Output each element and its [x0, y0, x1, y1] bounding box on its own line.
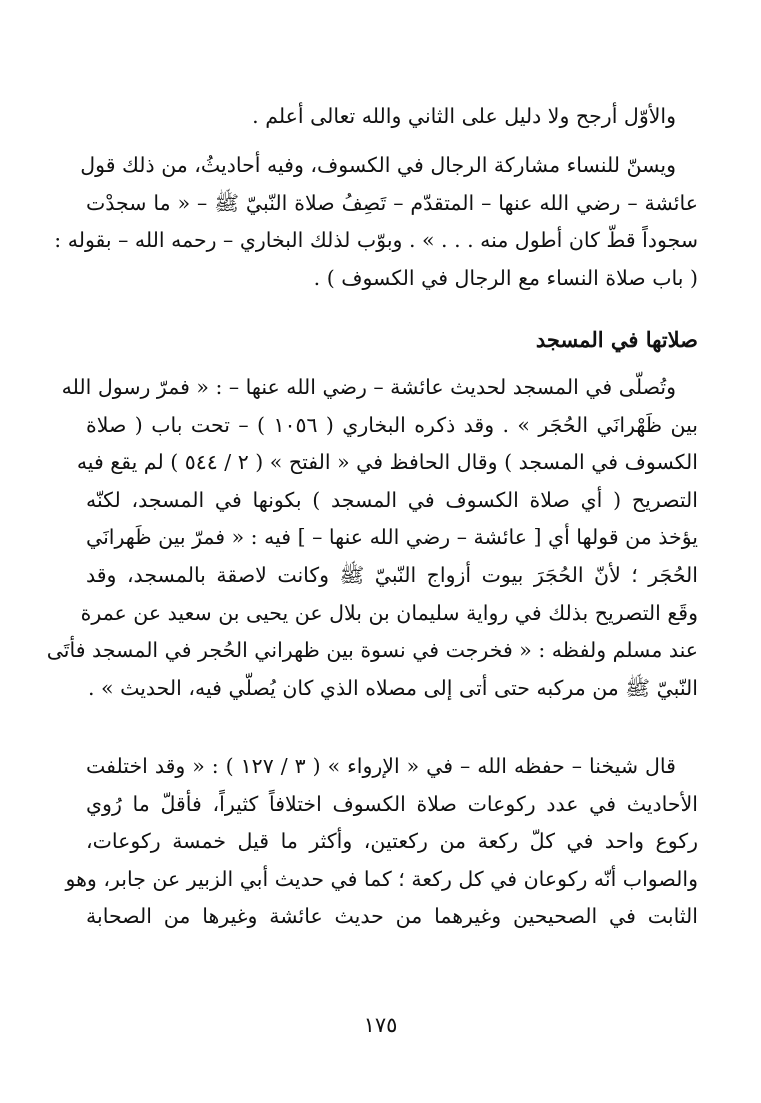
text-line: الثابت في الصحيحين وغيرهما من حديث عائشة وغيرها من الصحابة [86, 904, 698, 929]
text-line: الأحاديث في عدد ركوعات صلاة الكسوف اختلافاً كثيراً، فأقلّ ما رُوي [86, 791, 698, 816]
text-line: والأوّل أرجح ولا دليل على الثاني والله تعالى أعلم . [252, 104, 676, 128]
text-line: عائشة – رضي الله عنها – المتقدّم – تَصِفُ صلاة النّبيّ ﷺ – « ما سجدْت [86, 190, 698, 215]
text-line: النّبيّ ﷺ من مركبه حتى أتى إلى مصلاه الذي كان يُصلّي فيه، الحديث » . [88, 675, 698, 700]
text-line: وتُصلّى في المسجد لحديث عائشة – رضي الله عنها – : « فمرّ رسول الله [61, 375, 676, 399]
paragraph-4 [65, 748, 698, 936]
text-line: والصواب أنّه ركوعان في كل ركعة ؛ كما في حديث أبي الزبير عن جابر، وهو [65, 866, 698, 891]
text-line: ركوع واحد في كلّ ركعة من ركعتين، وأكثر ما قيل خمسة ركوعات، [86, 829, 698, 854]
text-line: وقَع التصريح بذلك في رواية سليمان بن بلال عن يحيى بن سعيد عن عمرة [80, 600, 698, 625]
paragraph-1 [86, 98, 698, 136]
text-line: عند مسلم ولفظه : « فخرجت في نسوة بين ظهراني الحُجر في المسجد فأتَى [46, 638, 698, 663]
text-line: التصريح ( أي صلاة الكسوف في المسجد ) بكونها في المسجد، لكنّه [86, 487, 698, 512]
text-line: سجوداً قطّ كان أطول منه . . . » . وبوّب لذلك البخاري – رحمه الله – بقوله : [54, 228, 698, 253]
section-heading: صلاتها في المسجد [535, 327, 698, 352]
text-line: بين ظَهْرانَي الحُجَر » . وقد ذكره البخاري ( ١٠٥٦ ) – تحت باب ( صلاة [86, 412, 699, 437]
text-line: الكسوف في المسجد ) وقال الحافظ في « الفتح » ( ٢ / ٥٤٤ ) لم يقع فيه [76, 450, 698, 475]
page-number: ١٧٥ [363, 1013, 398, 1037]
text-line: الحُجَر ؛ لأنّ الحُجَرَ بيوت أزواج النّبيّ ﷺ وكانت لاصقة بالمسجد، وقد [86, 562, 698, 587]
text-line: ويسنّ للنساء مشاركة الرجال في الكسوف، وفيه أحاديثُ، من ذلك قول [80, 153, 676, 177]
text-line: قال شيخنا – حفظه الله – في « الإرواء » ( ٣ / ١٢٧ ) : « وقد اختلفت [86, 754, 676, 778]
paragraph-3 [46, 369, 699, 707]
text-line: يؤخذ من قولها أي [ عائشة – رضي الله عنها – ] فيه : « فمرّ بين ظَهرانَي [86, 525, 699, 550]
text-line: ( باب صلاة النساء مع الرجال في الكسوف ) . [313, 265, 698, 290]
paragraph-2 [54, 147, 698, 297]
